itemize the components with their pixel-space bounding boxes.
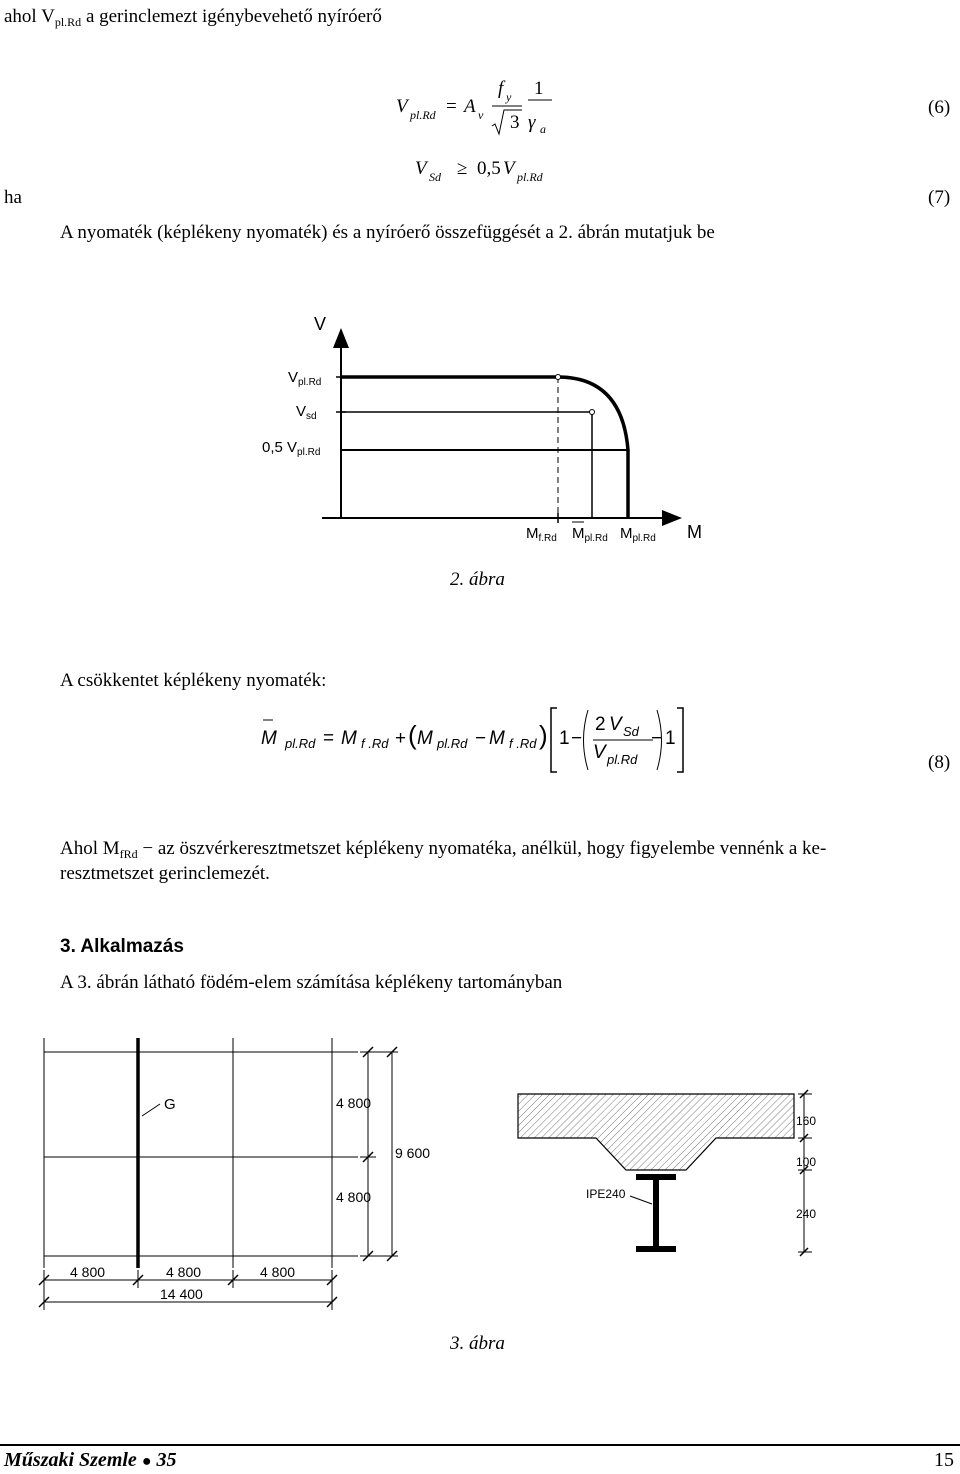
footer-journal-name: Műszaki Szemle <box>4 1449 137 1471</box>
eq6-Av-sub: v <box>478 108 484 122</box>
eq6-root: 3 <box>510 112 520 133</box>
svg-text:M: M <box>489 728 505 749</box>
eq7-geq: ≥ <box>457 158 468 179</box>
eq7-ha: ha <box>4 187 22 208</box>
equation-8 <box>255 700 695 780</box>
eq6-lhs-sub: pl.Rd <box>410 108 436 122</box>
figure-2-diagram <box>250 300 710 550</box>
footer-rule <box>0 1444 960 1446</box>
footer-journal <box>4 1449 176 1472</box>
svg-text:M: M <box>341 728 357 749</box>
fig2-label-vsd: $V_{sd}$ <box>296 403 317 422</box>
svg-text:pl.Rd: pl.Rd <box>285 736 316 751</box>
svg-text:−: − <box>651 728 663 749</box>
svg-text:V: V <box>593 742 606 763</box>
fig3-dim-160: 160 <box>796 1114 817 1128</box>
fig3-dim-240: 240 <box>796 1207 817 1221</box>
top-line-sub: pl.Rd <box>54 15 82 29</box>
fig2-point-2 <box>590 410 595 415</box>
svg-text:+: + <box>395 728 407 749</box>
svg-text:−: − <box>475 728 487 749</box>
fig3-ibeam-bottom-flange <box>636 1246 676 1252</box>
fig2-axis-v-label: V <box>314 314 327 334</box>
section-heading: 3. Alkalmazás <box>60 936 184 957</box>
eq7-number: (7) <box>928 187 951 208</box>
footer-page-number: 15 <box>934 1449 954 1471</box>
equation-7 <box>415 158 575 188</box>
eq7-coef: 0,5 <box>477 158 501 179</box>
fig2-label-vplrd: $V_{pl.Rd}$ <box>288 369 322 388</box>
fig2-axis-m-label: M <box>687 522 702 542</box>
fig2-label-half: 0,5 $V_{pl.Rd}$ <box>262 439 321 458</box>
fig2-vsd-line <box>341 412 592 518</box>
fig3-ibeam-top-flange <box>636 1174 676 1180</box>
svg-text:pl.Rd: pl.Rd <box>607 752 638 767</box>
eq6-equals: = <box>446 96 457 117</box>
svg-text:−: − <box>571 728 583 749</box>
svg-text:): ) <box>539 720 548 750</box>
svg-text:Sd: Sd <box>623 724 639 739</box>
para3-sub: fRd <box>119 847 138 861</box>
figure-3-floor-plan <box>20 1030 440 1320</box>
svg-text:f .Rd: f .Rd <box>509 736 537 751</box>
paragraph-reduced-moment: A csökkentet képlékeny nyomaték: <box>60 670 327 691</box>
paragraph-intro-figure2: A nyomaték (képlékeny nyomaték) és a nyíróerő összefüggését a 2. ábrán mutatjuk be <box>60 222 715 243</box>
fig3-concrete-slab <box>518 1094 794 1170</box>
svg-text:M: M <box>261 728 277 749</box>
fig3-dim-bottom-2: 4 800 <box>166 1264 202 1280</box>
fig3-dim-100: 100 <box>796 1155 817 1169</box>
fig3-dim-4800-lower: 4 800 <box>336 1189 372 1205</box>
eq6-sqrt-frac <box>490 98 526 138</box>
figure-3-caption: 3. ábra <box>450 1333 505 1354</box>
paragraph-definition-line2: resztmetszet gerinclemezét. <box>60 863 270 884</box>
equation-6 <box>396 78 566 140</box>
fig3-dim-bottom-3: 4 800 <box>260 1264 296 1280</box>
fig3-dim-bottom-1: 4 800 <box>70 1264 106 1280</box>
svg-text:(: ( <box>408 720 417 750</box>
svg-text:1: 1 <box>665 728 676 749</box>
eq6-fy: f <box>498 78 504 99</box>
svg-text:M: M <box>417 728 433 749</box>
eq6-Av: A <box>464 96 476 117</box>
eq6-fy-sub: y <box>506 90 512 104</box>
eq7-v: V <box>415 158 427 179</box>
eq7-v2-sub: pl.Rd <box>517 170 543 184</box>
eq6-one: 1 <box>534 78 544 99</box>
fig2-point-1 <box>556 375 561 380</box>
para3-rest1: − az öszvérkeresztmetszet képlékeny nyomatéka, anélkül, hogy figyelembe vennénk a ke- <box>137 838 827 859</box>
fig2-interaction-curve <box>341 377 628 518</box>
fig2-label-mbar: $M_{pl.Rd}$ <box>572 525 608 544</box>
paragraph-application: A 3. ábrán látható födém-elem számítása képlékeny tartományban <box>60 972 563 993</box>
para3-ahol: Ahol M <box>60 838 120 859</box>
fig3-dim-4800-upper: 4 800 <box>336 1095 372 1111</box>
eq6-lhs-var: V <box>396 96 408 117</box>
footer-issue: 35 <box>156 1449 177 1471</box>
eq7-v-sub: Sd <box>429 170 441 184</box>
svg-text:1: 1 <box>559 728 570 749</box>
svg-text:pl.Rd: pl.Rd <box>437 736 468 751</box>
figure-2-caption: 2. ábra <box>450 569 505 590</box>
fig2-label-mplrd: $M_{pl.Rd}$ <box>620 525 656 544</box>
fig3-label-g: G <box>164 1096 176 1113</box>
fig3-dim-9600: 9 600 <box>395 1145 431 1161</box>
top-line <box>4 6 382 28</box>
eq6-frac-bar <box>528 98 556 102</box>
eq6-gamma-sub: a <box>540 122 546 136</box>
fig3-section-label: IPE240 <box>586 1187 626 1201</box>
footer-bullet-icon: ● <box>141 1453 152 1470</box>
svg-text:f .Rd: f .Rd <box>361 736 389 751</box>
figure-3-cross-section <box>500 1080 840 1270</box>
svg-text:V: V <box>609 714 622 735</box>
eq6-number: (6) <box>928 97 951 118</box>
eq8-number: (8) <box>928 752 951 773</box>
eq7-v2: V <box>503 158 515 179</box>
fig2-label-mfrd: $M_{f.Rd}$ <box>526 525 557 544</box>
eq6-gamma: γ <box>528 112 536 133</box>
top-line-rest: a gerinclemezt igénybevehető nyíróerő <box>81 6 382 27</box>
svg-text:=: = <box>323 728 335 749</box>
fig3-dim-total: 14 400 <box>160 1286 203 1302</box>
top-line-prefix: ahol V <box>4 6 55 27</box>
svg-text:2: 2 <box>595 714 606 735</box>
fig3-ibeam-web <box>653 1180 659 1246</box>
